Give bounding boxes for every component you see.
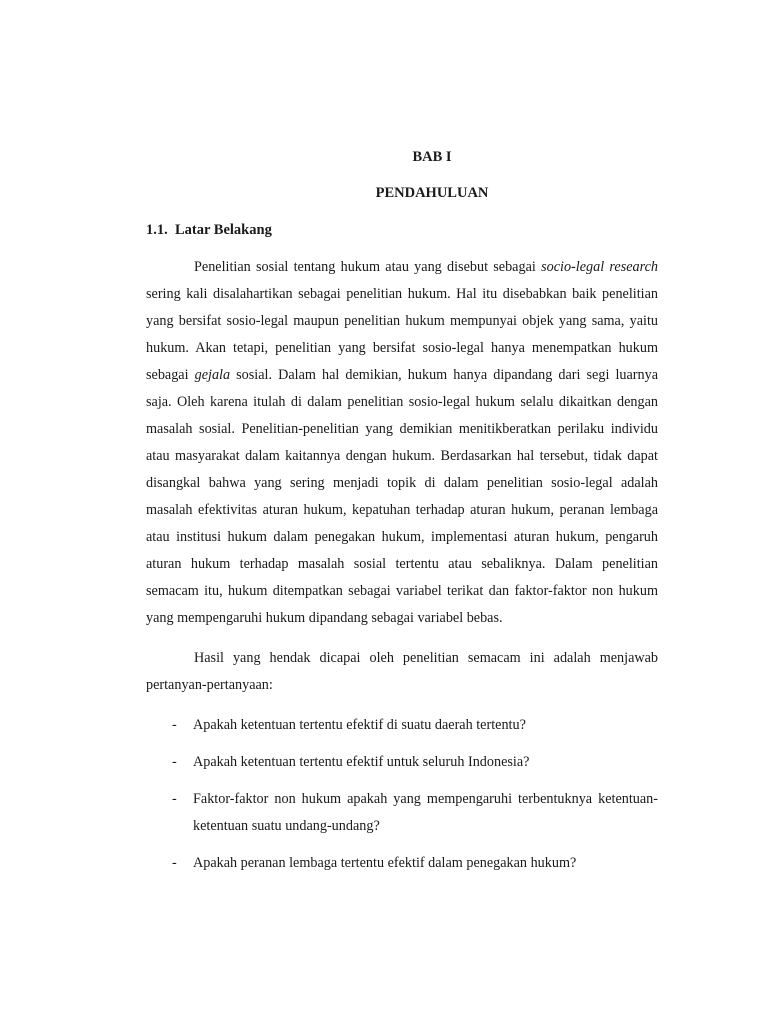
list-item-text: Faktor-faktor non hukum apakah yang mempengaruhi terbentuknya ketentuan-ketentuan suatu undang-undang? [193, 791, 658, 834]
list-item-text: Apakah ketentuan tertentu efektif untuk seluruh Indonesia? [193, 754, 530, 770]
paragraph-research-goal: Hasil yang hendak dicapai oleh penelitian semacam ini adalah menjawab pertanyan-pertanyaan: [146, 650, 658, 693]
list-item [146, 850, 658, 877]
list-item [146, 712, 658, 739]
italic-term: socio-legal research [541, 259, 658, 275]
list-item-text: Apakah ketentuan tertentu efektif di suatu daerah tertentu? [193, 717, 526, 733]
dash-bullet: - [172, 855, 177, 871]
dash-bullet: - [172, 754, 177, 770]
page-content [146, 142, 658, 887]
paragraph-text: Penelitian sosial tentang hukum atau yang disebut sebagai [194, 259, 542, 275]
paragraph-background [146, 254, 658, 632]
paragraph-text: sering kali disalahartikan sebagai penelitian hukum. Hal itu disebabkan baik penelitian yang bersifat sosio-legal maupun penelitian hukum mempunyai objek yang sama, yaitu hukum. Akan tetapi, penelitian yang bersifat sosio-legal hanya menempatkan hukum sebagai [146, 286, 658, 383]
paragraph-text: sosial. Dalam hal demikian, hukum hanya dipandang dari segi luarnya saja. Oleh karena itulah di dalam penelitian sosio-legal hukum selalu dikaitkan dengan masalah sosial. Penelitian-penelitian yang demikian menitikberatkan perilaku individu atau masyarakat dalam kaitannya dengan hukum. Berdasarkan hal tersebut, tidak dapat disangkal bahwa yang sering menjadi topik di dalam penelitian sosio-legal adalah masalah efektivitas aturan hukum, kepatuhan terhadap aturan hukum, peranan lembaga atau institusi hukum dalam penegakan hukum, implementasi aturan hukum, pengaruh aturan hukum terhadap masalah sosial tertentu atau sebaliknya. Dalam penelitian semacam itu, hukum ditempatkan sebagai variabel terikat dan faktor-faktor non hukum yang mempengaruhi hukum dipandang sebagai variabel bebas. [146, 367, 658, 626]
list-item [146, 749, 658, 776]
list-item [146, 786, 658, 840]
list-item-text: Apakah peranan lembaga tertentu efektif dalam penegakan hukum? [193, 855, 577, 871]
section-heading: 1.1. Latar Belakang [146, 222, 272, 238]
chapter-title: PENDAHULUAN [375, 185, 489, 201]
chapter-number: BAB I [412, 149, 452, 165]
dash-bullet: - [172, 791, 177, 807]
questions-list [146, 712, 658, 877]
dash-bullet: - [172, 717, 177, 733]
italic-term: gejala [194, 367, 231, 383]
